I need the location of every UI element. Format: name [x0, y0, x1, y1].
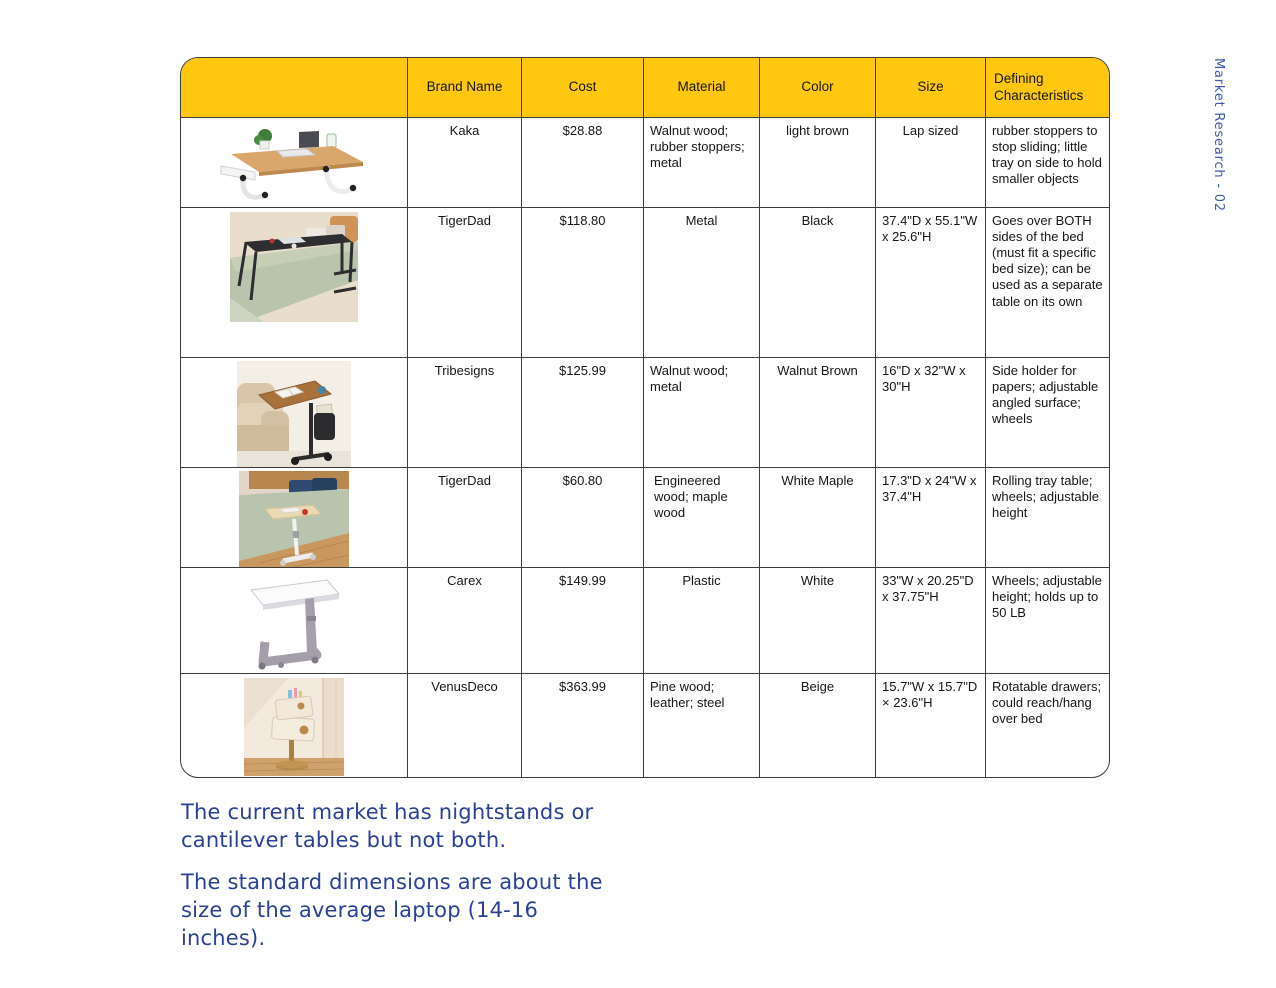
cell-size: Lap sized [876, 118, 986, 208]
cell-material: Engineered wood; maple wood [644, 468, 760, 568]
cell-size: 17.3"D x 24"W x 37.4"H [876, 468, 986, 568]
page-side-label: Market Research - 02 [1211, 58, 1226, 212]
cell-material: Pine wood; leather; steel [644, 674, 760, 777]
notes-section [181, 799, 611, 968]
cell-defining: Goes over BOTH sides of the bed (must fit a specific bed size); can be used as a separate table on its own [986, 208, 1109, 358]
cell-cost: $149.99 [522, 568, 644, 674]
cell-defining: Side holder for papers; adjustable angled surface; wheels [986, 358, 1109, 468]
cell-cost: $125.99 [522, 358, 644, 468]
note-market-gap: The current market has nightstands or cantilever tables but not both. [181, 800, 594, 852]
cell-brand: Tribesigns [408, 358, 522, 468]
header-cell-brand: Brand Name [408, 58, 522, 118]
cell-defining: Rotatable drawers; could reach/hang over bed [992, 679, 1102, 727]
cell-material: Metal [644, 208, 760, 358]
cell-defining: rubber stoppers to stop sliding; little tray on side to hold smaller objects [986, 118, 1109, 208]
carex-overbed-table-illustration [241, 572, 347, 672]
product-comparison-table [180, 57, 1110, 778]
product-image-kaka [181, 118, 408, 208]
product-image-venusdeco [181, 674, 408, 777]
cell-cost: $118.80 [522, 208, 644, 358]
header-cell-size: Size [876, 58, 986, 118]
tribesigns-side-table-illustration [237, 361, 351, 467]
cell-material: Walnut wood; rubber stoppers; metal [644, 118, 760, 208]
cell-brand: VenusDeco [408, 674, 522, 777]
cell-size: 16"D x 32"W x 30"H [876, 358, 986, 468]
cell-cost: $60.80 [522, 468, 644, 568]
header-cell-image [181, 58, 408, 118]
cell-material: Plastic [644, 568, 760, 674]
note-standard-dimensions: The standard dimensions are about the size of the average laptop (14-16 inches). [181, 870, 603, 950]
header-cell-defining-characteristics: Defining Characteristics [986, 58, 1109, 118]
cell-cost: $363.99 [522, 674, 644, 777]
cell-brand: TigerDad [408, 208, 522, 358]
cell-cost: $28.88 [522, 118, 644, 208]
cell-color: Black [760, 208, 876, 358]
cell-defining: Rolling tray table; wheels; adjustable height [986, 468, 1109, 568]
cell-color: White [760, 568, 876, 674]
cell-defining: Wheels; adjustable height; holds up to 50 LB [986, 568, 1109, 674]
cell-color: White Maple [760, 468, 876, 568]
product-image-tigerdad-overbed [181, 208, 408, 358]
tigerdad-overbed-illustration [230, 212, 358, 322]
cell-brand: TigerDad [408, 468, 522, 568]
header-cell-material: Material [644, 58, 760, 118]
cell-brand: Kaka [408, 118, 522, 208]
product-image-tigerdad-rolling [181, 468, 408, 568]
kaka-lap-desk-illustration [213, 120, 375, 208]
product-image-tribesigns [181, 358, 408, 468]
cell-size: 33"W x 20.25"D x 37.75"H [876, 568, 986, 674]
venusdeco-nightstand-illustration [244, 678, 344, 776]
cell-color: Beige [760, 674, 876, 777]
cell-material: Walnut wood; metal [644, 358, 760, 468]
cell-size: 15.7"W x 15.7"D × 23.6"H [876, 674, 986, 777]
tigerdad-rolling-tray-illustration [239, 471, 349, 567]
header-cell-cost: Cost [522, 58, 644, 118]
header-cell-color: Color [760, 58, 876, 118]
cell-brand: Carex [408, 568, 522, 674]
cell-color: light brown [760, 118, 876, 208]
cell-color: Walnut Brown [760, 358, 876, 468]
product-image-carex [181, 568, 408, 674]
cell-size: 37.4"D x 55.1"W x 25.6"H [876, 208, 986, 358]
